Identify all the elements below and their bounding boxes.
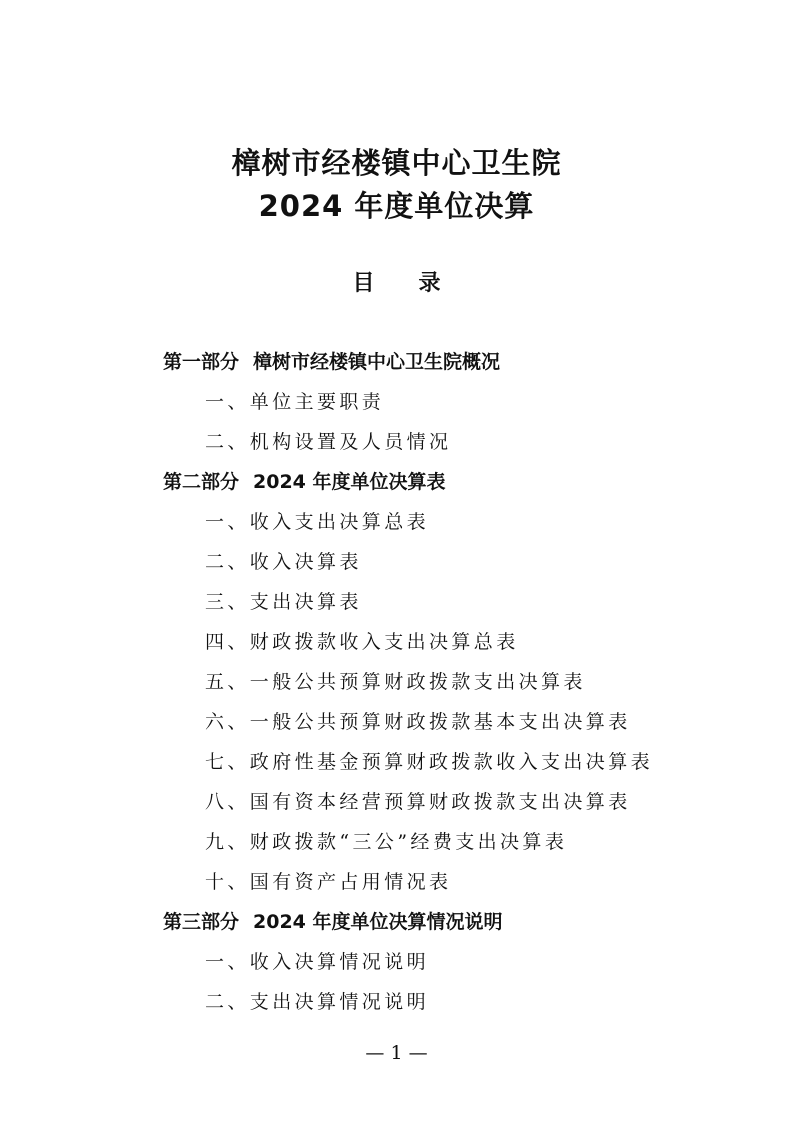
toc-part-3[interactable]	[163, 908, 503, 936]
toc-item[interactable]: 七、政府性基金预算财政拨款收入支出决算表	[205, 751, 654, 773]
toc-part-1[interactable]	[163, 348, 500, 376]
document-title-line1: 樟树市经楼镇中心卫生院	[231, 146, 562, 180]
toc-item[interactable]: 一、单位主要职责	[205, 391, 385, 413]
toc-part-label: 2024 年度单位决算表	[253, 471, 446, 493]
toc-item[interactable]: 二、收入决算表	[205, 551, 362, 573]
toc-part-label: 2024 年度单位决算情况说明	[253, 911, 503, 933]
toc-item[interactable]: 六、一般公共预算财政拨款基本支出决算表	[205, 711, 631, 733]
toc-heading: 目录	[352, 271, 485, 296]
page-number: — 1 —	[365, 1042, 428, 1064]
toc-item[interactable]: 三、支出决算表	[205, 591, 362, 613]
toc-part-number: 第二部分	[163, 471, 240, 493]
toc-item[interactable]: 十、国有资产占用情况表	[205, 871, 452, 893]
toc-item[interactable]: 五、一般公共预算财政拨款支出决算表	[205, 671, 586, 693]
toc-item[interactable]: 二、支出决算情况说明	[205, 991, 430, 1013]
toc-part-label: 樟树市经楼镇中心卫生院概况	[253, 351, 501, 373]
toc-item[interactable]: 一、收入支出决算总表	[205, 511, 430, 533]
toc-item[interactable]: 二、机构设置及人员情况	[205, 431, 452, 453]
toc-item[interactable]: 八、国有资本经营预算财政拨款支出决算表	[205, 791, 631, 813]
toc-part-2[interactable]	[163, 468, 446, 496]
document-title-line2: 2024 年度单位决算	[258, 189, 535, 223]
toc-item[interactable]: 一、收入决算情况说明	[205, 951, 430, 973]
toc-part-number: 第一部分	[163, 351, 240, 373]
toc-part-number: 第三部分	[163, 911, 240, 933]
toc-item[interactable]: 九、财政拨款“三公”经费支出决算表	[205, 831, 568, 853]
toc-item[interactable]: 四、财政拨款收入支出决算总表	[205, 631, 519, 653]
